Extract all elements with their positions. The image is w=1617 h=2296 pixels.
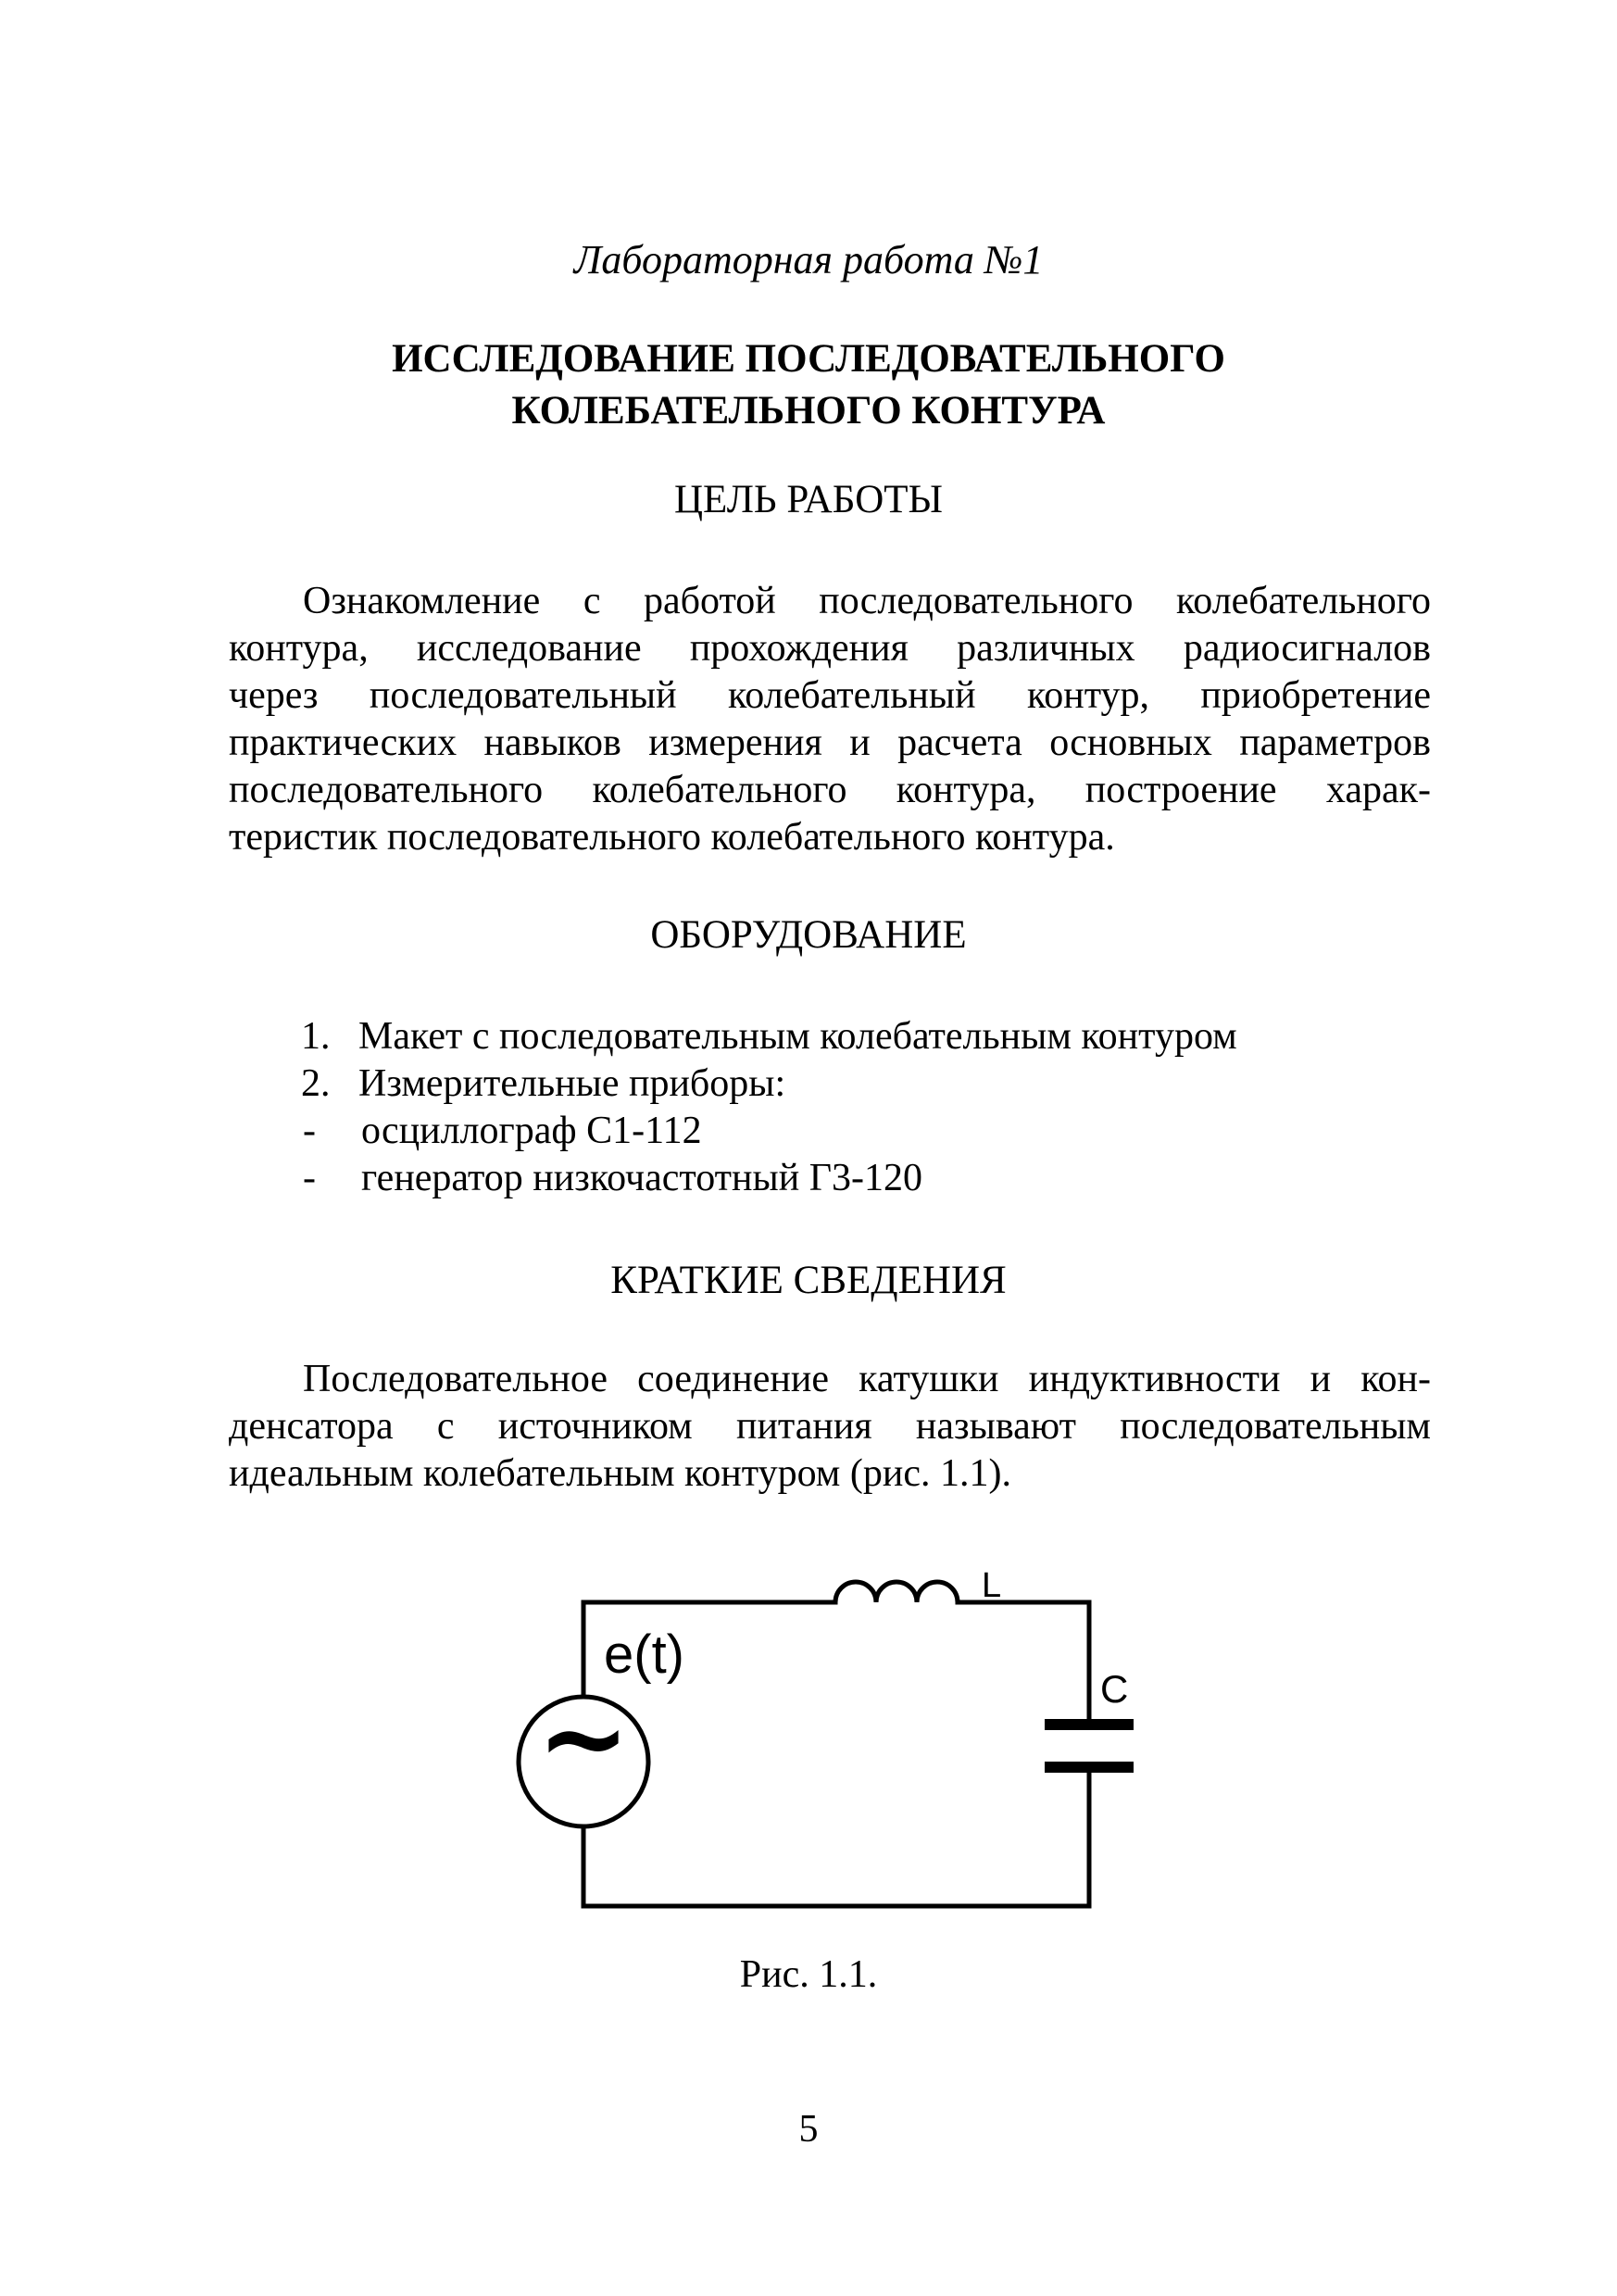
list-marker: 2. <box>301 1062 331 1105</box>
page-title <box>0 333 1617 437</box>
brief-line-3: идеальным колебательным контуром (рис. 1.1). <box>229 1452 1011 1495</box>
title-line-2: КОЛЕБАТЕЛЬНОГО КОНТУРА <box>511 389 1106 433</box>
inductor-label: L <box>982 1566 1002 1605</box>
list-item-text: осциллограф С1-112 <box>361 1110 702 1152</box>
list-marker: 1. <box>301 1015 331 1058</box>
inductor-symbol <box>835 1582 958 1602</box>
page-number: 5 <box>798 2108 819 2151</box>
figure-caption: Рис. 1.1. <box>739 1953 878 1996</box>
capacitor-plate-bottom <box>1045 1762 1134 1773</box>
ac-source-tilde: ~ <box>536 1675 631 1803</box>
list-marker: - <box>303 1157 316 1199</box>
list-item-text: генератор низкочастотный Г3-120 <box>361 1157 922 1199</box>
brief-paragraph <box>229 1356 1431 1498</box>
list-item-text: Измерительные приборы: <box>358 1062 786 1105</box>
brief-info-heading: КРАТКИЕ СВЕДЕНИЯ <box>610 1259 1007 1302</box>
goal-paragraph <box>229 578 1431 861</box>
capacitor-label: C <box>1100 1667 1129 1711</box>
goal-line-6: теристик последовательного колебательного контура. <box>229 816 1115 859</box>
goal-line-5: последовательного колебательного контура, построение харак- <box>229 769 1431 811</box>
goal-line-3: через последовательный колебательный контур, приобретение <box>229 674 1431 717</box>
list-item-text: Макет с последовательным колебательным контуром <box>358 1015 1237 1058</box>
goal-line-2: контура, исследование прохождения различных радиосигналов <box>229 627 1431 670</box>
capacitor-plate-top <box>1045 1719 1134 1730</box>
title-line-1: ИССЛЕДОВАНИЕ ПОСЛЕДОВАТЕЛЬНОГО <box>392 337 1225 381</box>
list-marker: - <box>303 1110 316 1152</box>
goal-heading: ЦЕЛЬ РАБОТЫ <box>673 478 944 521</box>
brief-line-1: Последовательное соединение катушки индуктивности и кон- <box>303 1358 1431 1400</box>
lc-circuit-diagram <box>500 1556 1148 1926</box>
equipment-heading: ОБОРУДОВАНИЕ <box>650 913 967 957</box>
source-label: e(t) <box>604 1625 684 1685</box>
goal-line-4: практических навыков измерения и расчета основных параметров <box>229 721 1431 764</box>
lab-work-subtitle: Лабораторная работа №1 <box>573 237 1044 282</box>
goal-line-1: Ознакомление с работой последовательного колебательного <box>303 580 1431 622</box>
brief-line-2: денсатора с источником питания называют последовательным <box>229 1405 1431 1448</box>
